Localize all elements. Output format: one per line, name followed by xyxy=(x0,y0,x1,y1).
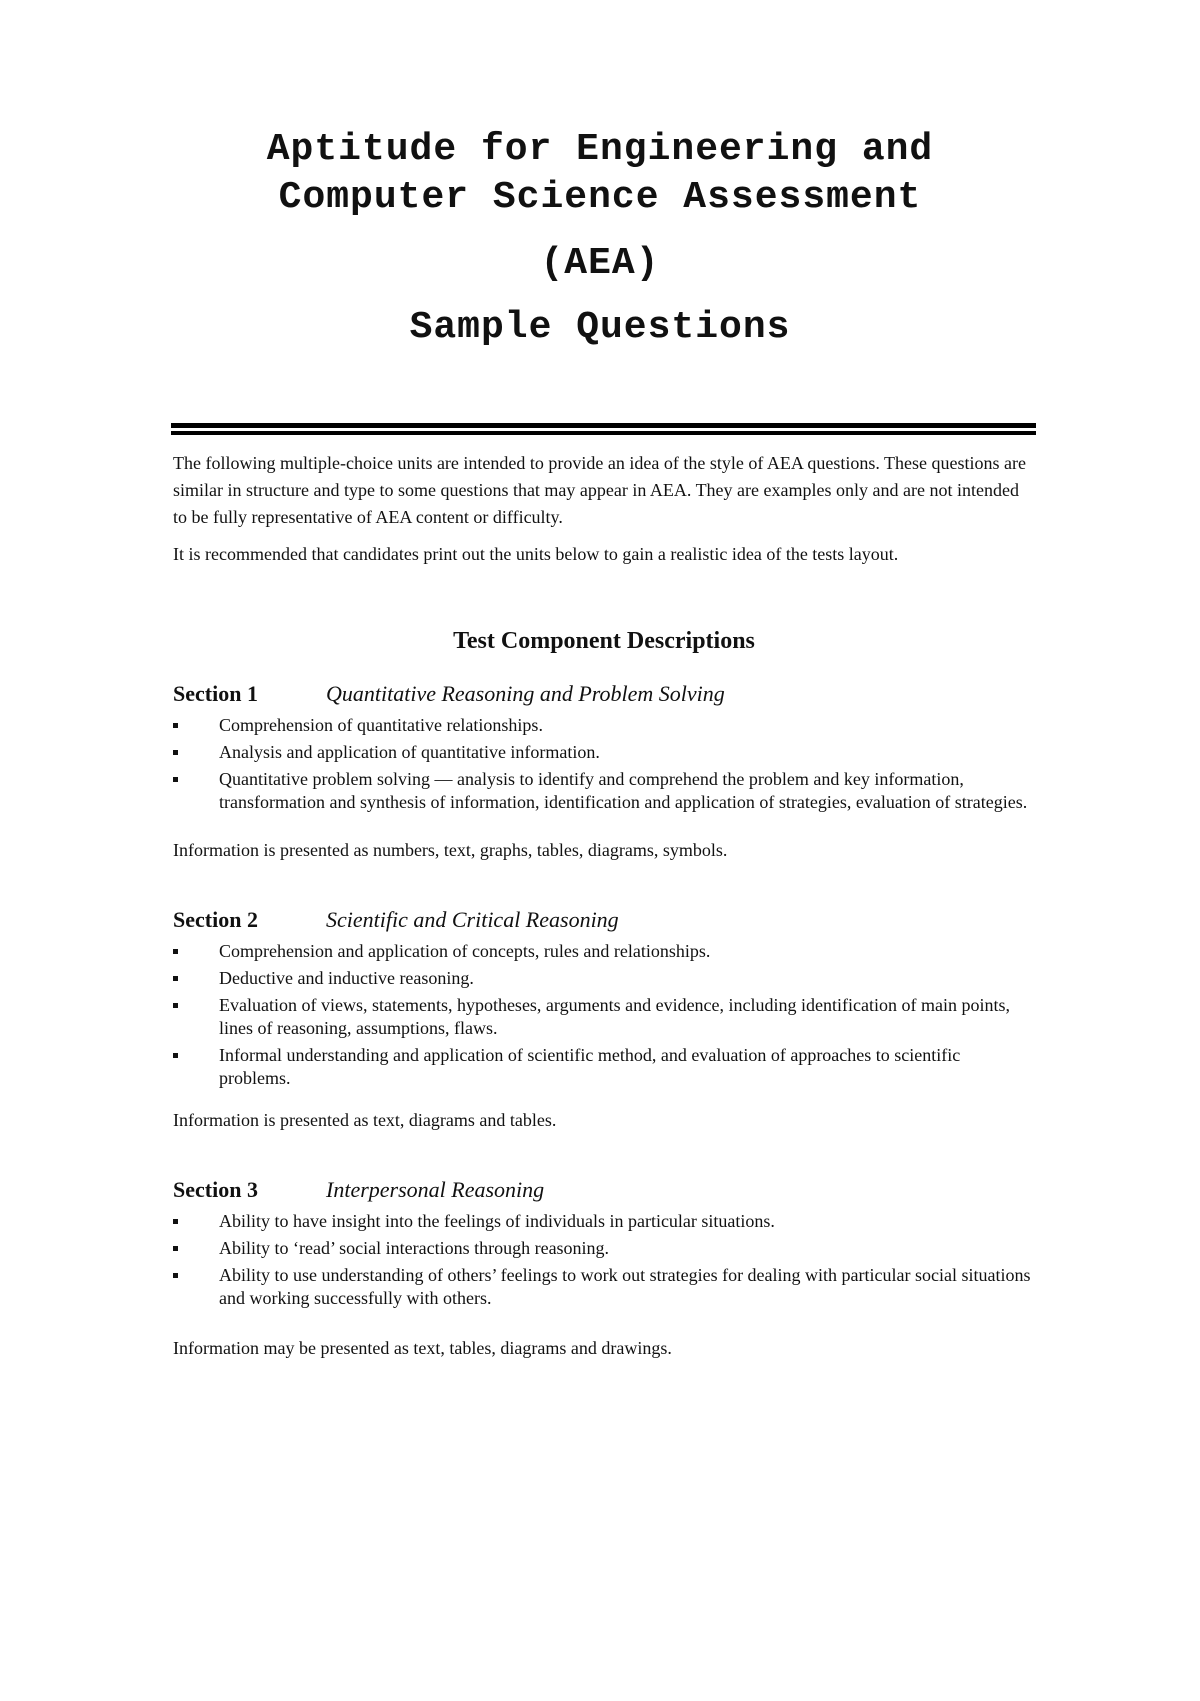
section-heading: Test Component Descriptions xyxy=(453,628,755,654)
bullet-icon xyxy=(173,1246,178,1251)
intro-paragraph-2: It is recommended that candidates print out the units below to gain a realistic idea of the tests layout. xyxy=(173,544,899,564)
list-item: Ability to ‘read’ social interactions through reasoning. xyxy=(173,1237,1035,1260)
title-line-2: Computer Science Assessment xyxy=(278,176,922,219)
section-3-name: Interpersonal Reasoning xyxy=(326,1177,545,1202)
section-3-header xyxy=(173,1176,1035,1204)
section-1-name: Quantitative Reasoning and Problem Solving xyxy=(326,681,725,706)
title-divider-thin xyxy=(171,431,1036,435)
bullet-icon xyxy=(173,1219,178,1224)
section-2-label: Section 2 xyxy=(173,907,258,932)
intro-paragraph-1: The following multiple-choice units are intended to provide an idea of the style of AEA questions. These questions are similar in structure and type to some questions that may appear in AEA. They are examples only and are not intended to be fully representative of AEA content or difficulty. xyxy=(173,453,1026,527)
bullet-icon xyxy=(173,976,178,981)
title-line-1: Aptitude for Engineering and xyxy=(266,128,934,171)
list-item: Comprehension and application of concepts, rules and relationships. xyxy=(173,940,1035,963)
list-item: Quantitative problem solving — analysis to identify and comprehend the problem and key information, transformation and synthesis of information, identification and application of strategies, evaluation of strategies. xyxy=(173,768,1035,814)
list-item: Analysis and application of quantitative information. xyxy=(173,741,1035,764)
section-2 xyxy=(173,906,1035,1132)
section-1 xyxy=(173,680,1035,862)
list-item: Ability to have insight into the feelings of individuals in particular situations. xyxy=(173,1210,1035,1233)
section-2-info: Information is presented as text, diagrams and tables. xyxy=(173,1110,557,1130)
section-2-header xyxy=(173,906,1035,934)
section-1-info: Information is presented as numbers, text, graphs, tables, diagrams, symbols. xyxy=(173,840,728,860)
section-3-info: Information may be presented as text, tables, diagrams and drawings. xyxy=(173,1338,672,1358)
bullet-icon xyxy=(173,723,178,728)
bullet-icon xyxy=(173,1053,178,1058)
section-3 xyxy=(173,1176,1035,1360)
bullet-icon xyxy=(173,777,178,782)
title-divider-thick xyxy=(171,423,1036,428)
list-item: Ability to use understanding of others’ feelings to work out strategies for dealing with particular social situations and working successfully with others. xyxy=(173,1264,1035,1310)
bullet-icon xyxy=(173,1003,178,1008)
section-3-label: Section 3 xyxy=(173,1177,258,1202)
title-line-3: (AEA) xyxy=(540,242,660,285)
bullet-icon xyxy=(173,750,178,755)
bullet-icon xyxy=(173,949,178,954)
bullet-icon xyxy=(173,1273,178,1278)
section-1-label: Section 1 xyxy=(173,681,258,706)
section-3-bullets xyxy=(173,1210,1035,1310)
list-item: Comprehension of quantitative relationships. xyxy=(173,714,1035,737)
document-body xyxy=(173,450,1035,1360)
list-item: Deductive and inductive reasoning. xyxy=(173,967,1035,990)
title-line-4: Sample Questions xyxy=(409,306,791,349)
list-item: Informal understanding and application of scientific method, and evaluation of approaches to scientific problems. xyxy=(173,1044,1035,1090)
document-title xyxy=(0,126,1200,352)
section-2-bullets xyxy=(173,940,1035,1090)
section-1-bullets xyxy=(173,714,1035,814)
section-2-name: Scientific and Critical Reasoning xyxy=(326,907,619,932)
list-item: Evaluation of views, statements, hypotheses, arguments and evidence, including identification of main points, lines of reasoning, assumptions, flaws. xyxy=(173,994,1035,1040)
section-1-header xyxy=(173,680,1035,708)
